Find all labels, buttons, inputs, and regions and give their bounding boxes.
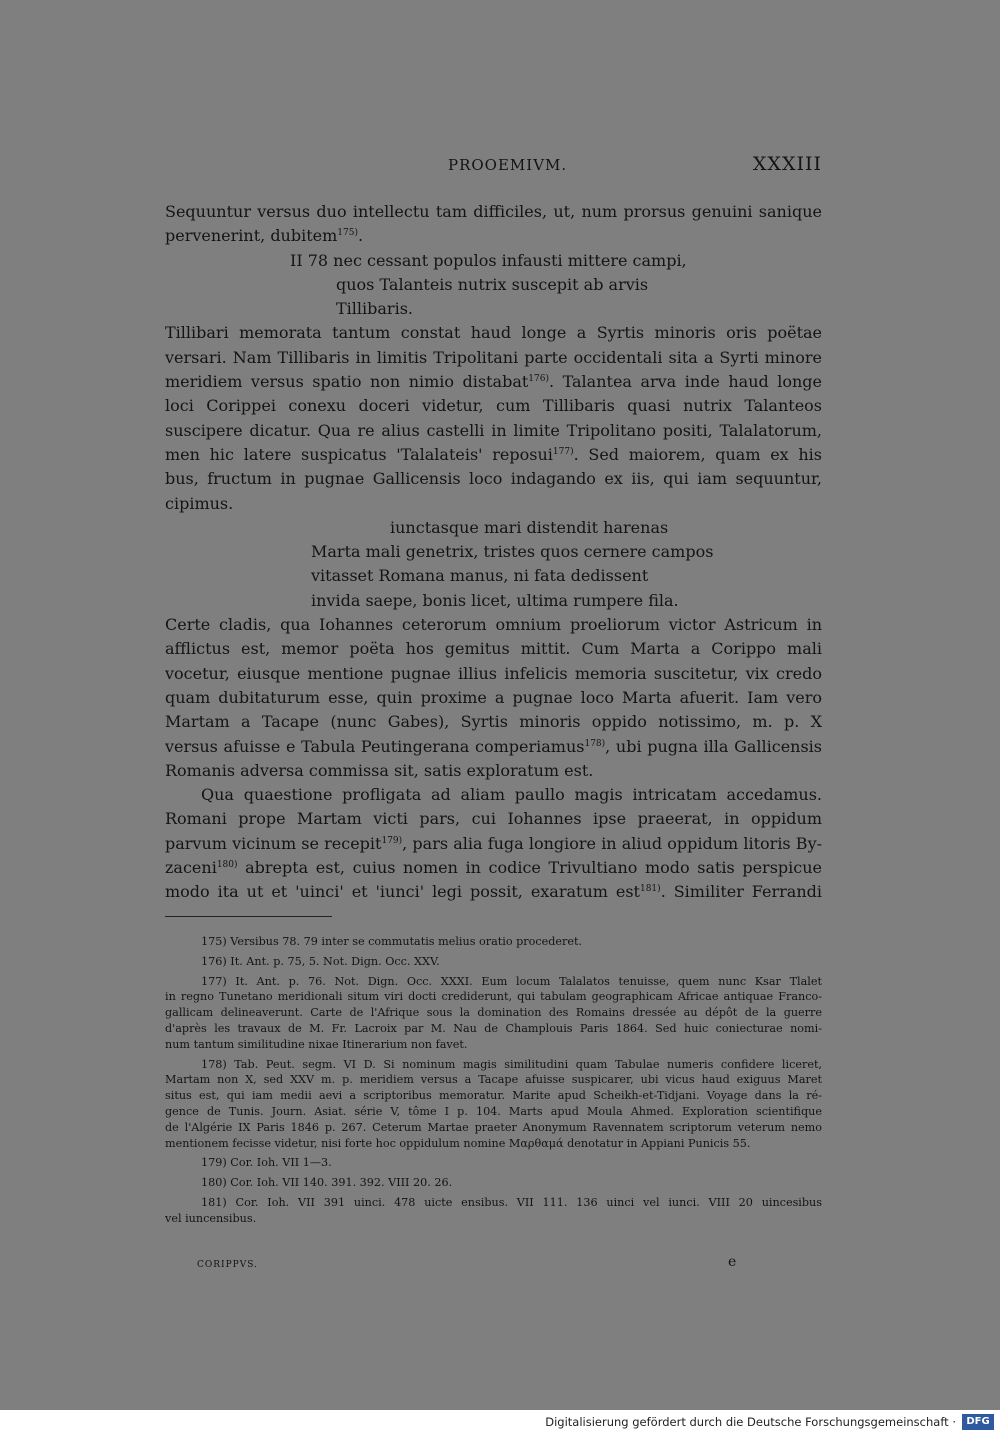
text-segment: abrepta est, cuius nomen in codice Trivultiano modo satis perspicue [245, 858, 822, 878]
verse-line: iunctasque mari distendit harenas [390, 517, 669, 537]
dfg-logo[interactable]: DFG [962, 1414, 994, 1430]
text-segment: . [358, 226, 364, 246]
footnote-ref-176[interactable]: 176) [528, 374, 549, 385]
footnote-line: 181) Cor. Ioh. VII 391 uinci. 478 uicte ensibus. VII 111. 136 uinci vel iunci. VIII 20 uincesibus [201, 1195, 822, 1209]
footnote-175: 175) Versibus 78. 79 inter se commutatis melius oratio procederet. [201, 935, 583, 948]
footnote-line: gence de Tunis. Journ. Asiat. série V, tôme I p. 104. Marts apud Moula Ahmed. Exploration scientifique [165, 1104, 822, 1118]
page-number: XXXIII [752, 153, 822, 175]
text-line: Martam a Tacape (nunc Gabes), Syrtis minoris oppido notissimo, m. p. X [165, 712, 822, 732]
text-line: cipimus. [165, 493, 234, 513]
text-segment: zaceni [165, 858, 217, 878]
footnote-line: mentionem fecisse videtur, nisi forte hoc oppidulum nomine Μαρθαμά denotatur in Appiani Punicis 55. [165, 1136, 751, 1150]
footnote-line: Martam non X, sed XXV m. p. meridiem versus a Tacape afuisse suspicarer, ubi vicus haud exiguus Maret [165, 1073, 822, 1087]
text-segment: versus afuisse e Tabula Peutingerana comperiamus [165, 736, 585, 756]
footnote-179: 179) Cor. Ioh. VII 1—3. [201, 1156, 332, 1170]
text-line: suscipere dicatur. Qua re alius castelli in limite Tripolitano positi, Talalatorum, [165, 420, 822, 440]
text-segment: . Similiter Ferrandi [660, 882, 822, 902]
text-line: Certe cladis, qua Iohannes ceterorum omnium proeliorum victor Astricum in [165, 615, 822, 635]
verse-line: Marta mali genetrix, tristes quos cernere campos [311, 542, 714, 562]
footnote-ref-181[interactable]: 181) [639, 884, 661, 895]
text-line: Qua quaestione profligata ad aliam paullo magis intricatam accedamus. [201, 785, 822, 805]
text-segment: parvum vicinum se recepit [165, 833, 382, 853]
footnote-ref-178[interactable]: 178) [584, 738, 606, 749]
paragraph-2 [165, 321, 822, 515]
text-line: loci Corippei conexu doceri videtur, cum Tillibaris quasi nutrix Talanteos [165, 396, 822, 416]
verse-line: vitasset Romana manus, ni fata dedissent [311, 566, 649, 586]
footnote-line: gallicam delineaverunt. Carte de l'Afrique sous la domination des Romains dressée au dépôt de la guerre [165, 1006, 822, 1020]
funding-credit: Digitalisierung gefördert durch die Deutsche Forschungsgemeinschaft · [545, 1415, 956, 1429]
text-segment: men hic latere suspicatus 'Talalateis' reposui [165, 444, 553, 464]
footnote-176: 176) It. Ant. p. 75, 5. Not. Dign. Occ. XXV. [201, 954, 440, 968]
page-header [165, 153, 822, 180]
text-line [165, 832, 822, 856]
text-segment: pervenerint, dubitem [165, 226, 338, 246]
verse-line: Tillibaris. [336, 299, 413, 319]
footnote-178 [165, 1057, 822, 1152]
footnote-line: 177) It. Ant. p. 76. Not. Dign. Occ. XXXI. Eum locum Talalatos tenuisse, quem nunc Ksar Tlalet [201, 974, 822, 988]
running-head: PROOEMIVM. [448, 156, 568, 174]
footnote-ref-177[interactable]: 177) [552, 446, 574, 457]
footnote-180: 180) Cor. Ioh. VII 140. 391. 392. VIII 20. 26. [201, 1176, 453, 1190]
main-text [165, 200, 822, 905]
footnotes [165, 934, 822, 1227]
text-line: quam dubitaturum esse, quin proxime a pugnae loco Marta afuerit. Iam vero [165, 687, 822, 707]
footnote-line: de l'Algérie IX Paris 1846 p. 267. Ceterum Martae praeter Anonymum Ravennatem scriptorum veterum nemo [165, 1120, 822, 1134]
text-segment: meridiem versus spatio non nimio distabat [165, 372, 529, 392]
signature-mark: CORIPPVS. [197, 1260, 258, 1270]
footnote-ref-175[interactable]: 175) [337, 228, 358, 239]
text-segment: . Talantea arva inde haud longe [549, 372, 822, 392]
verse-quote-1 [165, 249, 822, 322]
footnote-line: vel iuncensibus. [165, 1211, 257, 1225]
text-line [165, 443, 822, 467]
text-line: Sequuntur versus duo intellectu tam difficiles, ut, num prorsus genuini sanique [165, 202, 822, 221]
text-segment: , ubi pugna illa Gallicensis [605, 736, 822, 756]
text-line: Romanis adversa commissa sit, satis exploratum est. [165, 760, 594, 780]
footnote-177 [165, 974, 822, 1053]
text-line [165, 880, 822, 904]
footnote-line: in regno Tunetano meridionali situm viri docti crediderunt, qui tabulam geographicam Africae antiquae Franco- [165, 990, 822, 1004]
text-line: versari. Nam Tillibaris in limitis Tripolitani parte occidentali sita a Syrti minore [165, 347, 822, 367]
footnote-ref-179[interactable]: 179) [381, 835, 403, 846]
verse-quote-2 [165, 516, 822, 613]
text-line: vocetur, eiusque mentione pugnae illius infelicis memoria suscitetur, vix credo [165, 663, 822, 683]
text-line: bus, fructum in pugnae Gallicensis loco indagando ex iis, qui iam sequuntur, [165, 469, 822, 489]
footnote-divider [165, 916, 332, 917]
footnote-line: 178) Tab. Peut. segm. VI D. Si nominum magis similitudini quam Tabulae numeris confidere liceret, [201, 1057, 822, 1071]
footnote-181 [165, 1195, 822, 1227]
text-line: Tillibari memorata tantum constat haud longe a Syrtis minoris oris poëtae [165, 323, 822, 343]
text-segment: modo ita ut et 'uinci' et 'iunci' legi possit, exaratum est [165, 882, 640, 902]
paragraph-3 [165, 613, 822, 783]
text-line [165, 224, 822, 248]
verse-line: quos Talanteis nutrix suscepit ab arvis [336, 274, 649, 294]
text-line: afflictus est, memor poëta hos gemitus mittit. Cum Marta a Corippo mali [165, 639, 822, 659]
footnote-line: num tantum similitudine nixae Itinerarium non favet. [165, 1037, 468, 1051]
sheet-mark: e [728, 1254, 737, 1270]
paragraph-4 [165, 783, 822, 904]
footnote-line: situs est, qui iam medii aevi a scriptoribus memoratur. Marite apud Scheikh-et-Tidjani. Voyage dans la ré- [165, 1089, 822, 1103]
text-line: Romani prope Martam victi pars, cui Iohannes ipse praeerat, in oppidum [165, 809, 822, 829]
text-line [165, 856, 822, 880]
text-segment: , pars alia fuga longiore in aliud oppidum litoris By- [402, 833, 822, 853]
text-line [165, 735, 822, 759]
verse-line: invida saepe, bonis licet, ultima rumpere fila. [311, 590, 679, 610]
text-line [165, 370, 822, 394]
digitization-footer [0, 1410, 1000, 1434]
paragraph-1 [165, 200, 822, 249]
footnote-line: d'après les travaux de M. Fr. Lacroix par M. Nau de Champlouis Paris 1864. Sed huic coniecturae nomi- [165, 1021, 822, 1035]
footnote-ref-180[interactable]: 180) [216, 860, 238, 871]
text-segment: . Sed maiorem, quam ex his [573, 444, 822, 464]
verse-line: II 78 nec cessant populos infausti mittere campi, [290, 250, 687, 270]
